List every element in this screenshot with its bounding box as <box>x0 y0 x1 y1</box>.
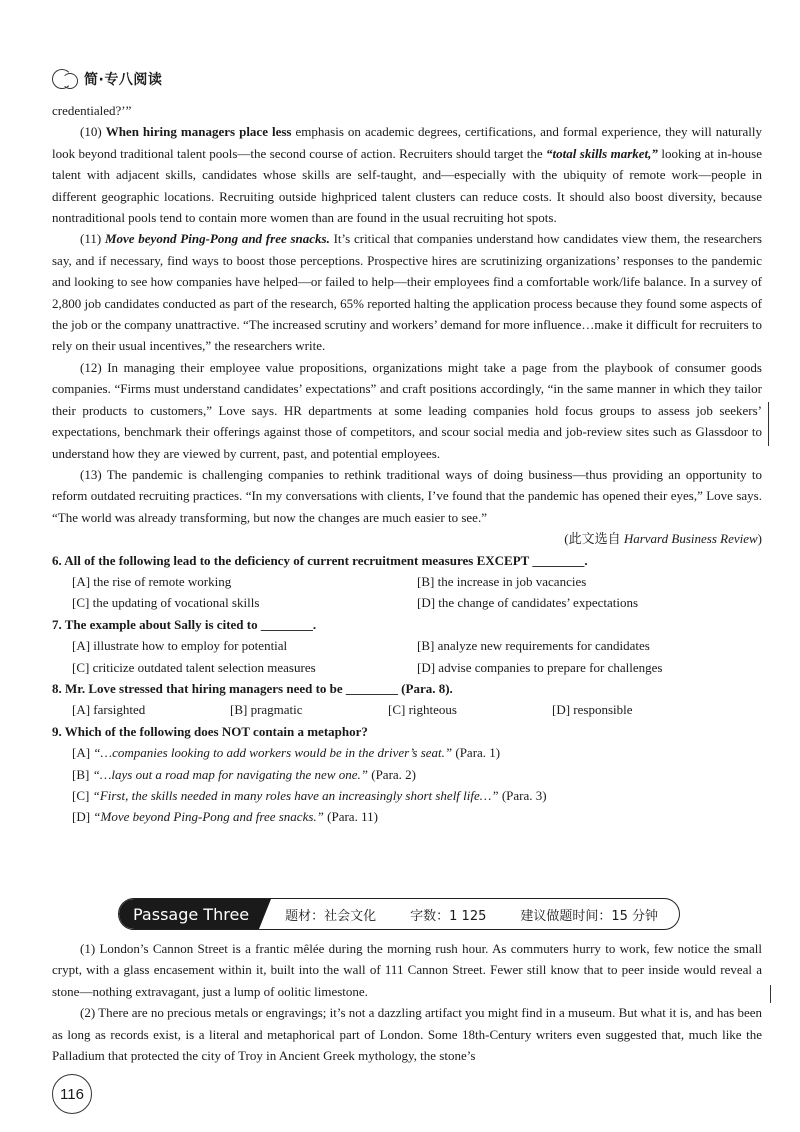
question-7-stem: 7. The example about Sally is cited to ________. <box>52 616 317 632</box>
question-8-stem: 8. Mr. Love stressed that hiring managers need to be ________ (Para. 8). <box>52 680 453 696</box>
option-6d[interactable]: [D] the change of candidates’ expectations <box>417 595 639 611</box>
p3-para-2: (2) There are no precious metals or engravings; it’s not a dazzling artifact you might find in a museum. But what it is, and has been as long as records exist, is a literal and metaphorical part of London. Some 18th-Century writers even suggested that, much like the Palladium that protected the city of Troy in Ancient Greek mythology, the stone’s <box>52 1005 762 1064</box>
option-8a[interactable]: [A] farsighted <box>72 702 146 718</box>
option-9d[interactable]: [D] “Move beyond Ping-Pong and free snacks.” (Para. 11) <box>72 809 378 825</box>
header-swirl-icon <box>52 67 82 91</box>
question-8-options <box>52 699 762 720</box>
para-10-text2: looking at in-house talent with adjacent skills, candidates whose skills are self-taught, and—especially with the ubiquity of remote work—people in different geographic locations. Recruiting outside highpriced talent clusters can reduce costs. It should also boost diversity, because nontraditional pools tend to contain more women than are found in the usual recruiting hot spots. <box>52 145 762 226</box>
para-11-num: (11) <box>80 231 105 247</box>
para-10-bold: When hiring managers place less <box>105 124 292 140</box>
source-name: Harvard Business Review <box>623 531 758 547</box>
option-7d[interactable]: [D] advise companies to prepare for challenges <box>417 659 663 675</box>
option-7c[interactable]: [C] criticize outdated talent selection measures <box>72 659 316 675</box>
page-header <box>52 64 162 94</box>
source-line <box>52 528 762 549</box>
header-title: 简·专八阅读 <box>84 72 163 88</box>
para-10-num: (10) <box>80 124 106 140</box>
page-number: 116 <box>52 1074 92 1114</box>
option-8c[interactable]: [C] righteous <box>388 702 457 718</box>
passage-label: Passage Three <box>119 899 259 929</box>
passage-meta <box>285 905 658 924</box>
p3-para-1: (1) London’s Cannon Street is a frantic mêlée during the morning rush hour. As commuters hurry to work, few notice the small crypt, with a glass encasement within it, built into the wall of 111 Cannon Street. Fewer still know that to peer inside would reveal a stone—nothing extravagant, just a lump of oolitic limestone. <box>52 941 762 999</box>
passage-banner <box>118 898 680 930</box>
para-13: (13) The pandemic is challenging companies to rethink traditional ways of doing business—thus providing an opportunity to reform outdated recruiting practices. “In my conversations with clients, I’ve found that the pandemic has opened their eyes,” Love says. “The world was already transforming, but now the changes are much easier to see.” <box>52 466 762 525</box>
passage-three-text <box>52 938 762 1066</box>
para-10-bold-italic: “total skills market,” <box>546 145 658 161</box>
option-8b[interactable]: [B] pragmatic <box>230 702 303 718</box>
para-10-text1: emphasis on academic degrees, certifications, and formal experience, they will naturally look beyond traditional talent pools—the second course of action. Recruiters should target the <box>52 124 762 161</box>
margin-mark <box>770 985 771 1003</box>
para-11-text: It’s critical that companies understand how candidates view them, the researchers say, and if necessary, find ways to boost those perceptions. Prospective hires are scrutinizing organizations’ responses to the pandemic and looking to see how companies have helped—or failed to help—their employees find a comfortable work/life balance. In a survey of 2,800 job candidates conducted as part of the research, 65% reported halting the application process because they found some aspects of the job or the company unattractive. “The increased scrutiny and workers’ demand for more influence…make it difficult for recruiters to rely on their usual incentives,” the researchers write. <box>52 231 762 354</box>
para-12: (12) In managing their employee value propositions, organizations might take a page from the playbook of consumer goods companies. “Firms must understand candidates’ expectations” and craft positions accordingly, “in the same manner in which they tailor their products to customers,” Love says. HR departments at some leading companies hold focus groups to assess job seekers’ expectations, benchmark their offerings against those of competitors, and scour social media and job-review sites such as Glassdoor to understand how they are viewed by current, past, and potential employees. <box>52 359 762 461</box>
para-11-heading: Move beyond Ping-Pong and free snacks. <box>104 231 330 247</box>
passage-suggested-time: 建议做题时间：15 分钟 <box>520 908 659 924</box>
question-9-stem: 9. Which of the following does NOT contain a metaphor? <box>52 723 368 739</box>
option-7a[interactable]: [A] illustrate how to employ for potential <box>72 638 288 654</box>
option-7b[interactable]: [B] analyze new requirements for candidates <box>417 638 650 654</box>
passage-topic: 题材：社会文化 <box>285 908 377 924</box>
option-9c[interactable]: [C] “First, the skills needed in many roles have an increasingly short shelf life…” (Para. 3) <box>72 788 547 803</box>
para-10 <box>52 121 762 228</box>
question-6-options <box>52 571 762 614</box>
passage-word-count: 字数：1 125 <box>410 908 487 924</box>
option-6c[interactable]: [C] the updating of vocational skills <box>72 595 260 611</box>
option-6b[interactable]: [B] the increase in job vacancies <box>417 573 587 589</box>
option-8d[interactable]: [D] responsible <box>552 702 633 718</box>
margin-mark <box>768 402 769 446</box>
question-6-stem: 6. All of the following lead to the deficiency of current recruitment measures EXCEPT ________. <box>52 552 588 568</box>
article-part1 <box>52 100 762 828</box>
option-9b[interactable]: [B] “…lays out a road map for navigating the new one.” (Para. 2) <box>72 766 417 782</box>
option-9a[interactable]: [A] “…companies looking to add workers would be in the driver’s seat.” (Para. 1) <box>72 745 501 761</box>
question-7-options <box>52 635 762 678</box>
source-citation: (此文选自 Harvard Business Review) <box>564 531 762 547</box>
option-6a[interactable]: [A] the rise of remote working <box>72 573 232 589</box>
para-11 <box>52 228 762 356</box>
lead-in: credentialed?’” <box>52 103 132 118</box>
